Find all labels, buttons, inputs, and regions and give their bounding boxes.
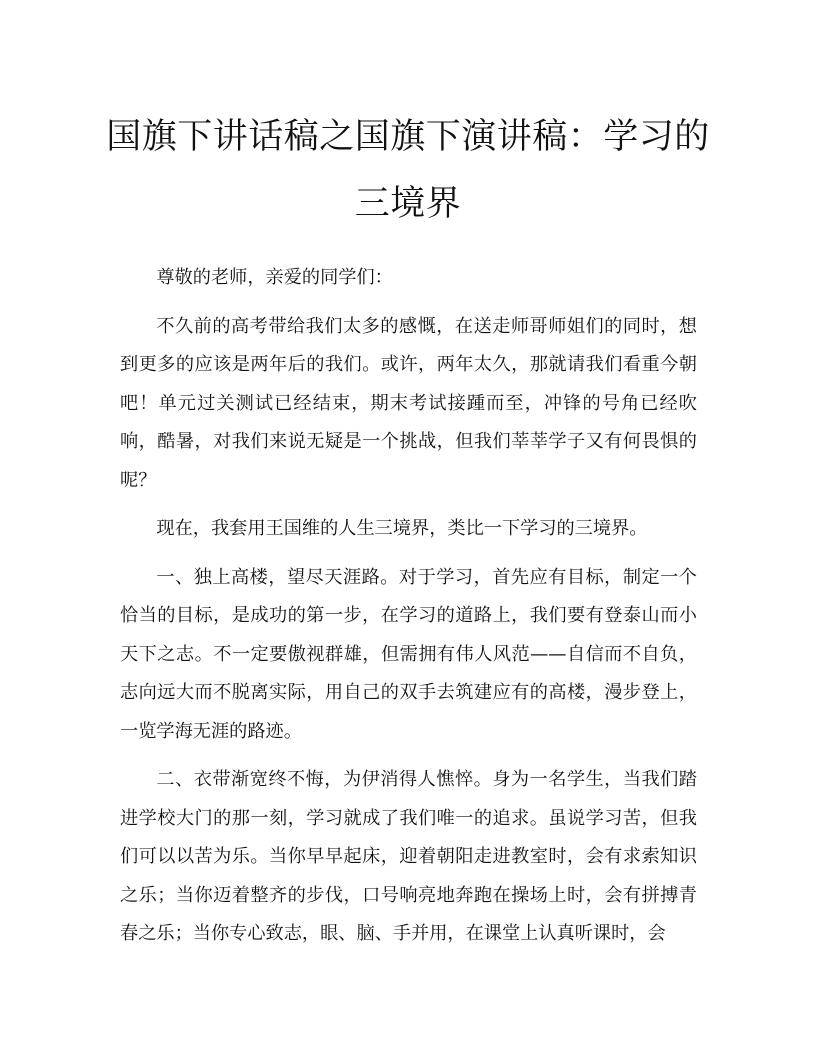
body-paragraph-4: 二、衣带渐宽终不悔，为伊消得人憔悴。身为一名学生，当我们踏进学校大门的那一刻，学习就成了我们唯一的追求。虽说学习苦，但我们可以以苦为乐。当你早早起床，迎着朝阳走进教室时，会有求索知识之乐；当你迈着整齐的步伐，口号响亮地奔跑在操场上时，会有拼搏青春之乐；当你专心致志，眼、脑、手并用，在课堂上认真听课时，会 <box>120 769 697 944</box>
body-paragraph-3: 一、独上高楼，望尽天涯路。对于学习，首先应有目标，制定一个恰当的目标，是成功的第一步，在学习的道路上，我们要有登泰山而小天下之志。不一定要傲视群雄，但需拥有伟人风范——自信而不自负，志向远大而不脱离实际，用自己的双手去筑建应有的高楼，漫步登上，一览学海无涯的路迹。 <box>120 566 697 742</box>
body-paragraph-1: 不久前的高考带给我们太多的感慨，在送走师哥师姐们的同时，想到更多的应该是两年后的我们。或许，两年太久，那就请我们看重今朝吧！单元过关测试已经结束，期末考试接踵而至，冲锋的号角已经吹响，酷暑，对我们来说无疑是一个挑战，但我们莘莘学子又有何畏惧的呢？ <box>120 315 697 491</box>
salutation-paragraph: 尊敬的老师，亲爱的同学们： <box>156 267 393 288</box>
document-body <box>120 259 697 954</box>
body-paragraph-2: 现在，我套用王国维的人生三境界，类比一下学习的三境界。 <box>156 518 648 539</box>
document-title: 国旗下讲话稿之国旗下演讲稿：学习的三境界 <box>106 117 710 224</box>
